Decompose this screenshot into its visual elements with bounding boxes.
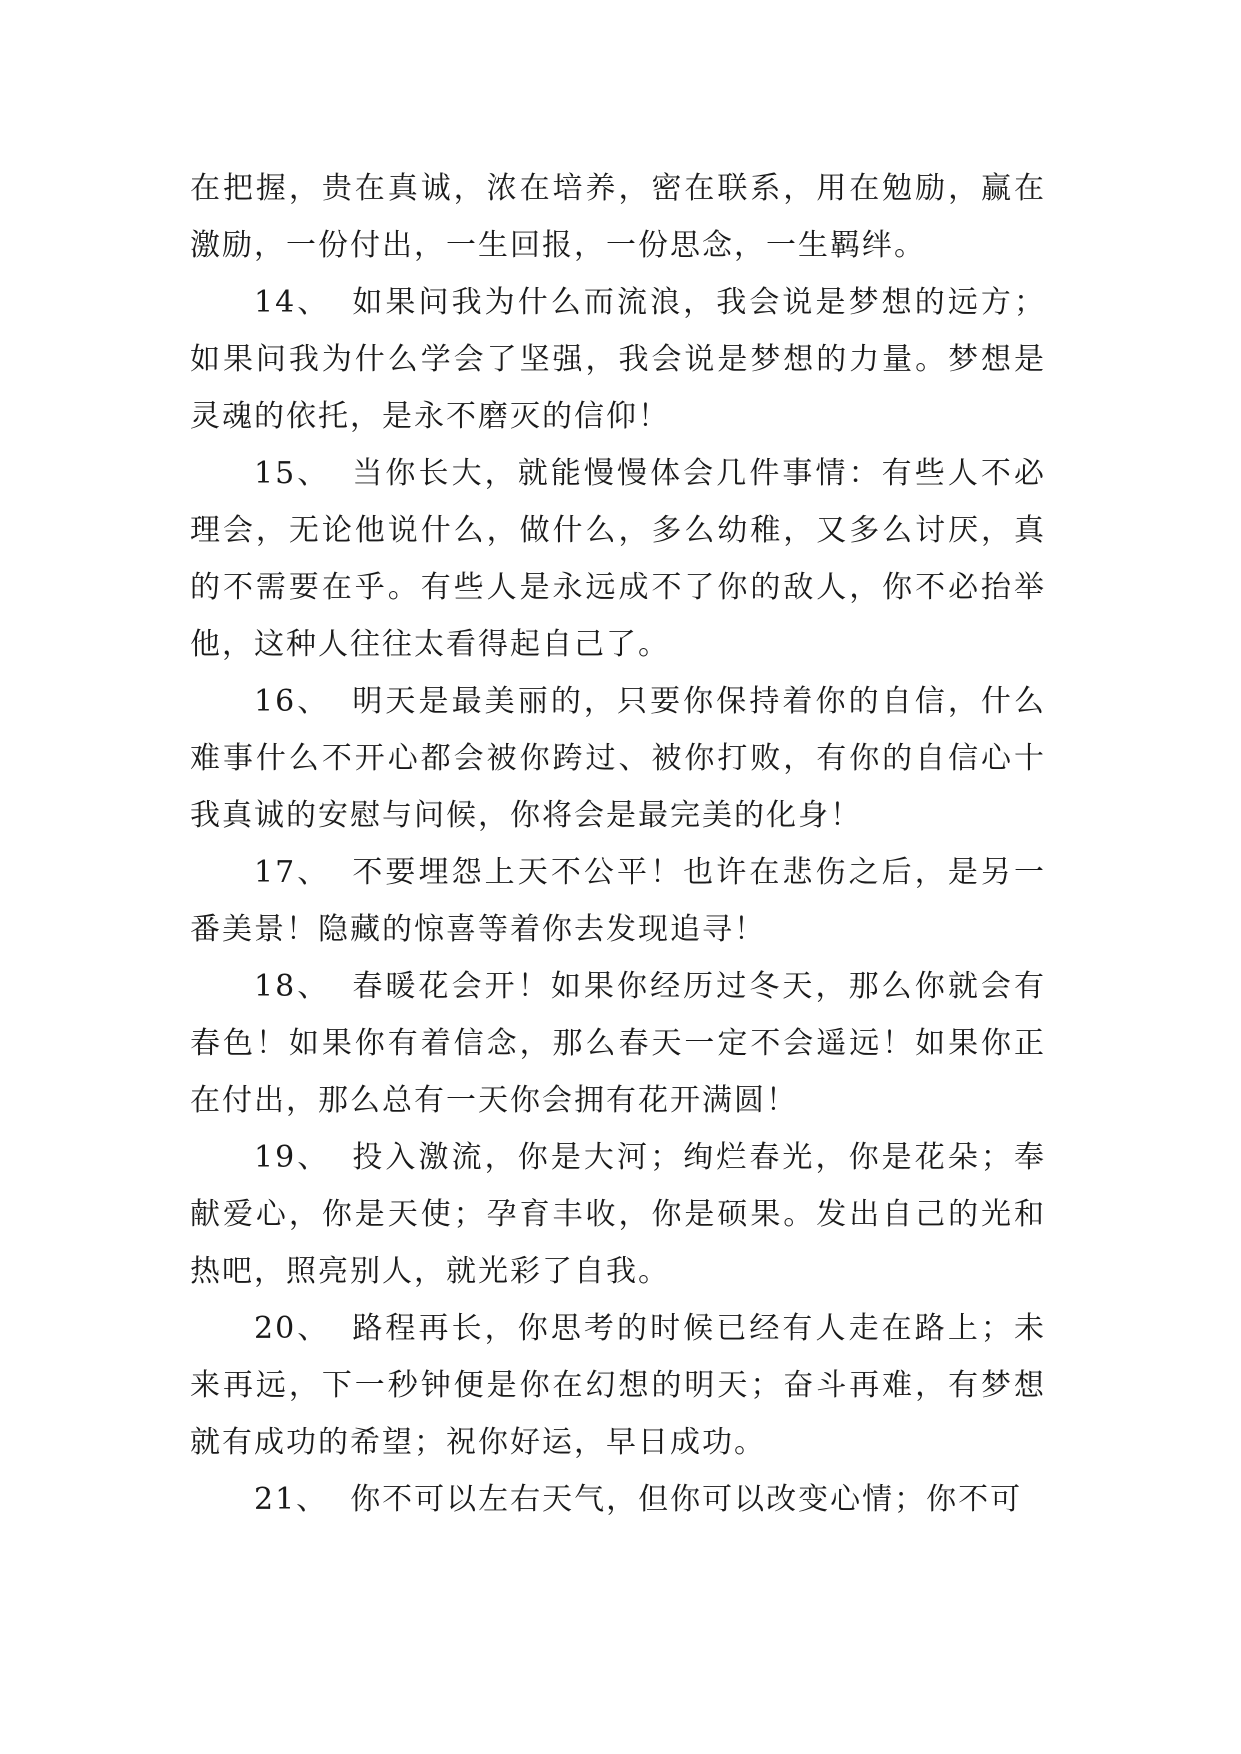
paragraph-number: 16、 bbox=[254, 684, 331, 719]
paragraph-text: 当你长大，就能慢慢体会几件事情：有些人不必理会，无论他说什么，做什么，多么幼稚，又多么讨厌，真的不需要在乎。有些人是永远成不了你的敌人，你不必抬举他，这种人往往太看得起自己了。 bbox=[190, 456, 1046, 662]
paragraph-19 bbox=[190, 1129, 1046, 1300]
paragraph-continued bbox=[190, 160, 1046, 274]
paragraph-20 bbox=[190, 1300, 1046, 1471]
paragraph-text: 投入激流，你是大河；绚烂春光，你是花朵；奉献爱心，你是天使；孕育丰收，你是硕果。发出自己的光和热吧，照亮别人，就光彩了自我。 bbox=[190, 1140, 1046, 1289]
paragraph-text: 如果问我为什么而流浪，我会说是梦想的远方；如果问我为什么学会了坚强，我会说是梦想的力量。梦想是灵魂的依托，是永不磨灭的信仰！ bbox=[190, 285, 1046, 434]
paragraph-number: 14、 bbox=[254, 285, 331, 320]
paragraph-number: 15、 bbox=[254, 456, 331, 491]
paragraph-number: 20、 bbox=[254, 1311, 331, 1346]
paragraph-number: 18、 bbox=[254, 969, 331, 1004]
paragraph-text: 在把握，贵在真诚，浓在培养，密在联系，用在勉励，赢在激励，一份付出，一生回报，一份思念，一生羁绊。 bbox=[190, 171, 1046, 263]
document-body bbox=[190, 160, 1046, 1528]
paragraph-text: 不要埋怨上天不公平！也许在悲伤之后，是另一番美景！隐藏的惊喜等着你去发现追寻！ bbox=[190, 855, 1046, 947]
paragraph-number: 19、 bbox=[254, 1140, 331, 1175]
paragraph-text: 你不可以左右天气，但你可以改变心情；你不可 bbox=[350, 1482, 1023, 1517]
paragraph-text: 路程再长，你思考的时候已经有人走在路上；未来再远，下一秒钟便是你在幻想的明天；奋斗再难，有梦想就有成功的希望；祝你好运，早日成功。 bbox=[190, 1311, 1046, 1460]
paragraph-18 bbox=[190, 958, 1046, 1129]
paragraph-16 bbox=[190, 673, 1046, 844]
paragraph-21 bbox=[190, 1471, 1046, 1528]
paragraph-15 bbox=[190, 445, 1046, 673]
paragraph-text: 春暖花会开！如果你经历过冬天，那么你就会有春色！如果你有着信念，那么春天一定不会遥远！如果你正在付出，那么总有一天你会拥有花开满圆！ bbox=[190, 969, 1046, 1118]
paragraph-14 bbox=[190, 274, 1046, 445]
paragraph-text: 明天是最美丽的，只要你保持着你的自信，什么难事什么不开心都会被你跨过、被你打败，有你的自信心十我真诚的安慰与问候，你将会是最完美的化身！ bbox=[190, 684, 1046, 833]
paragraph-number: 21、 bbox=[254, 1482, 329, 1517]
paragraph-17 bbox=[190, 844, 1046, 958]
paragraph-number: 17、 bbox=[254, 855, 331, 890]
